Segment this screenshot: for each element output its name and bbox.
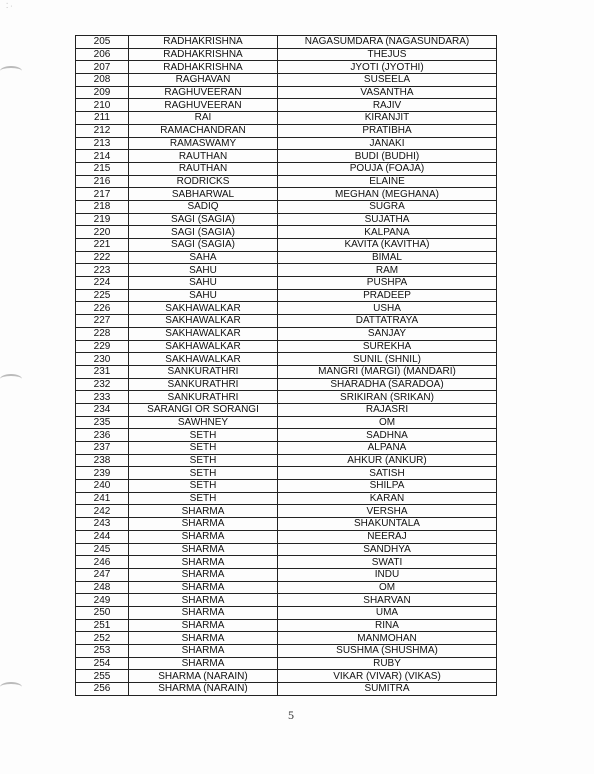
table-row — [76, 239, 497, 252]
table-row — [76, 429, 497, 442]
given-name-cell: VASANTHA — [278, 86, 497, 99]
given-name-cell: AHKUR (ANKUR) — [278, 454, 497, 467]
row-number-cell: 210 — [76, 99, 129, 112]
row-number-cell: 238 — [76, 454, 129, 467]
given-name-cell: SRIKIRAN (SRIKAN) — [278, 391, 497, 404]
surname-cell: SHARMA — [129, 568, 278, 581]
given-name-cell: OM — [278, 416, 497, 429]
surname-cell: SARANGI OR SORANGI — [129, 403, 278, 416]
table-row — [76, 378, 497, 391]
punch-hole-mark — [0, 374, 22, 384]
row-number-cell: 205 — [76, 36, 129, 49]
row-number-cell: 235 — [76, 416, 129, 429]
given-name-cell: KIRANJIT — [278, 112, 497, 125]
row-number-cell: 219 — [76, 213, 129, 226]
table-row — [76, 391, 497, 404]
table-row — [76, 188, 497, 201]
given-name-cell: SHARVAN — [278, 594, 497, 607]
table-row — [76, 251, 497, 264]
surname-cell: SETH — [129, 454, 278, 467]
given-name-cell: MEGHAN (MEGHANA) — [278, 188, 497, 201]
given-name-cell: VERSHA — [278, 505, 497, 518]
row-number-cell: 246 — [76, 556, 129, 569]
row-number-cell: 224 — [76, 277, 129, 290]
surname-cell: RAMACHANDRAN — [129, 124, 278, 137]
surname-cell: RADHAKRISHNA — [129, 48, 278, 61]
table-row — [76, 657, 497, 670]
table-row — [76, 200, 497, 213]
given-name-cell: USHA — [278, 302, 497, 315]
given-name-cell: RUBY — [278, 657, 497, 670]
surname-cell: SAHA — [129, 251, 278, 264]
table-row — [76, 442, 497, 455]
row-number-cell: 215 — [76, 162, 129, 175]
surname-cell: SHARMA — [129, 632, 278, 645]
given-name-cell: SUMITRA — [278, 683, 497, 696]
punch-hole-mark — [0, 682, 22, 692]
row-number-cell: 228 — [76, 327, 129, 340]
table-row — [76, 403, 497, 416]
given-name-cell: RAJIV — [278, 99, 497, 112]
table-row — [76, 327, 497, 340]
given-name-cell: JYOTI (JYOTHI) — [278, 61, 497, 74]
surname-cell: SADIQ — [129, 200, 278, 213]
table-row — [76, 581, 497, 594]
row-number-cell: 240 — [76, 480, 129, 493]
given-name-cell: JANAKI — [278, 137, 497, 150]
surname-cell: SETH — [129, 429, 278, 442]
roster-table — [75, 35, 497, 696]
given-name-cell: SHARADHA (SARADOA) — [278, 378, 497, 391]
given-name-cell: SUSHMA (SHUSHMA) — [278, 645, 497, 658]
surname-cell: RAI — [129, 112, 278, 125]
given-name-cell: SUGRA — [278, 200, 497, 213]
surname-cell: SAKHAWALKAR — [129, 340, 278, 353]
given-name-cell: THEJUS — [278, 48, 497, 61]
surname-cell: SAHU — [129, 264, 278, 277]
surname-cell: SETH — [129, 480, 278, 493]
surname-cell: RAGHAVAN — [129, 74, 278, 87]
table-row — [76, 467, 497, 480]
row-number-cell: 252 — [76, 632, 129, 645]
surname-cell: SHARMA — [129, 581, 278, 594]
row-number-cell: 253 — [76, 645, 129, 658]
surname-cell: SAWHNEY — [129, 416, 278, 429]
row-number-cell: 241 — [76, 492, 129, 505]
surname-cell: SHARMA — [129, 530, 278, 543]
row-number-cell: 230 — [76, 353, 129, 366]
table-row — [76, 277, 497, 290]
given-name-cell: SUSEELA — [278, 74, 497, 87]
table-row — [76, 505, 497, 518]
given-name-cell: SUREKHA — [278, 340, 497, 353]
row-number-cell: 247 — [76, 568, 129, 581]
table-row — [76, 226, 497, 239]
punch-hole-mark — [0, 66, 22, 76]
surname-cell: SHARMA — [129, 556, 278, 569]
given-name-cell: PRATIBHA — [278, 124, 497, 137]
row-number-cell: 207 — [76, 61, 129, 74]
table-row — [76, 264, 497, 277]
row-number-cell: 229 — [76, 340, 129, 353]
given-name-cell: SANDHYA — [278, 543, 497, 556]
surname-cell: RADHAKRISHNA — [129, 36, 278, 49]
row-number-cell: 250 — [76, 606, 129, 619]
row-number-cell: 208 — [76, 74, 129, 87]
surname-cell: SHARMA (NARAIN) — [129, 683, 278, 696]
surname-cell: RADHAKRISHNA — [129, 61, 278, 74]
table-row — [76, 365, 497, 378]
table-row — [76, 124, 497, 137]
surname-cell: SAHU — [129, 277, 278, 290]
row-number-cell: 249 — [76, 594, 129, 607]
table-row — [76, 213, 497, 226]
table-row — [76, 492, 497, 505]
given-name-cell: RINA — [278, 619, 497, 632]
surname-cell: SHARMA — [129, 657, 278, 670]
row-number-cell: 234 — [76, 403, 129, 416]
row-number-cell: 221 — [76, 239, 129, 252]
row-number-cell: 237 — [76, 442, 129, 455]
table-row — [76, 340, 497, 353]
roster-table-body — [76, 36, 497, 696]
surname-cell: SABHARWAL — [129, 188, 278, 201]
table-row — [76, 543, 497, 556]
table-row — [76, 556, 497, 569]
table-row — [76, 530, 497, 543]
given-name-cell: UMA — [278, 606, 497, 619]
row-number-cell: 223 — [76, 264, 129, 277]
scan-artifact: ⁚ · — [6, 3, 13, 10]
table-row — [76, 568, 497, 581]
given-name-cell: PRADEEP — [278, 289, 497, 302]
row-number-cell: 211 — [76, 112, 129, 125]
row-number-cell: 251 — [76, 619, 129, 632]
row-number-cell: 225 — [76, 289, 129, 302]
table-row — [76, 645, 497, 658]
row-number-cell: 222 — [76, 251, 129, 264]
given-name-cell: SUJATHA — [278, 213, 497, 226]
surname-cell: RAUTHAN — [129, 150, 278, 163]
given-name-cell: INDU — [278, 568, 497, 581]
row-number-cell: 227 — [76, 315, 129, 328]
surname-cell: SETH — [129, 467, 278, 480]
row-number-cell: 256 — [76, 683, 129, 696]
row-number-cell: 220 — [76, 226, 129, 239]
given-name-cell: SHAKUNTALA — [278, 518, 497, 531]
given-name-cell: KARAN — [278, 492, 497, 505]
table-row — [76, 162, 497, 175]
given-name-cell: ELAINE — [278, 175, 497, 188]
row-number-cell: 226 — [76, 302, 129, 315]
row-number-cell: 213 — [76, 137, 129, 150]
surname-cell: RAMASWAMY — [129, 137, 278, 150]
given-name-cell: SUNIL (SHNIL) — [278, 353, 497, 366]
given-name-cell: SADHNA — [278, 429, 497, 442]
surname-cell: RAGHUVEERAN — [129, 99, 278, 112]
row-number-cell: 254 — [76, 657, 129, 670]
given-name-cell: BIMAL — [278, 251, 497, 264]
table-row — [76, 74, 497, 87]
table-row — [76, 454, 497, 467]
given-name-cell: BUDI (BUDHI) — [278, 150, 497, 163]
surname-cell: SAGI (SAGIA) — [129, 239, 278, 252]
given-name-cell: ALPANA — [278, 442, 497, 455]
given-name-cell: NAGASUMDARA (NAGASUNDARA) — [278, 36, 497, 49]
surname-cell: SHARMA — [129, 619, 278, 632]
given-name-cell: MANGRI (MARGI) (MANDARI) — [278, 365, 497, 378]
row-number-cell: 243 — [76, 518, 129, 531]
surname-cell: SAKHAWALKAR — [129, 327, 278, 340]
given-name-cell: RAM — [278, 264, 497, 277]
row-number-cell: 212 — [76, 124, 129, 137]
given-name-cell: POUJA (FOAJA) — [278, 162, 497, 175]
table-row — [76, 315, 497, 328]
row-number-cell: 217 — [76, 188, 129, 201]
surname-cell: SHARMA — [129, 594, 278, 607]
given-name-cell: SANJAY — [278, 327, 497, 340]
given-name-cell: SHILPA — [278, 480, 497, 493]
surname-cell: RODRICKS — [129, 175, 278, 188]
surname-cell: SHARMA — [129, 543, 278, 556]
table-row — [76, 150, 497, 163]
surname-cell: SAGI (SAGIA) — [129, 226, 278, 239]
row-number-cell: 231 — [76, 365, 129, 378]
table-row — [76, 606, 497, 619]
table-row — [76, 480, 497, 493]
table-row — [76, 353, 497, 366]
row-number-cell: 233 — [76, 391, 129, 404]
row-number-cell: 255 — [76, 670, 129, 683]
row-number-cell: 214 — [76, 150, 129, 163]
surname-cell: RAGHUVEERAN — [129, 86, 278, 99]
table-row — [76, 86, 497, 99]
surname-cell: SAKHAWALKAR — [129, 353, 278, 366]
surname-cell: RAUTHAN — [129, 162, 278, 175]
surname-cell: SANKURATHRI — [129, 391, 278, 404]
row-number-cell: 242 — [76, 505, 129, 518]
given-name-cell: DATTATRAYA — [278, 315, 497, 328]
table-row — [76, 416, 497, 429]
table-row — [76, 594, 497, 607]
table-row — [76, 137, 497, 150]
given-name-cell: NEERAJ — [278, 530, 497, 543]
given-name-cell: OM — [278, 581, 497, 594]
surname-cell: SAKHAWALKAR — [129, 315, 278, 328]
surname-cell: SHARMA — [129, 606, 278, 619]
table-row — [76, 289, 497, 302]
given-name-cell: KALPANA — [278, 226, 497, 239]
row-number-cell: 244 — [76, 530, 129, 543]
table-row — [76, 302, 497, 315]
surname-cell: SETH — [129, 492, 278, 505]
table-row — [76, 99, 497, 112]
surname-cell: SANKURATHRI — [129, 365, 278, 378]
table-row — [76, 670, 497, 683]
row-number-cell: 232 — [76, 378, 129, 391]
surname-cell: SHARMA — [129, 505, 278, 518]
given-name-cell: PUSHPA — [278, 277, 497, 290]
table-row — [76, 619, 497, 632]
page-number: 5 — [288, 708, 294, 722]
row-number-cell: 216 — [76, 175, 129, 188]
given-name-cell: VIKAR (VIVAR) (VIKAS) — [278, 670, 497, 683]
row-number-cell: 218 — [76, 200, 129, 213]
row-number-cell: 248 — [76, 581, 129, 594]
row-number-cell: 239 — [76, 467, 129, 480]
row-number-cell: 236 — [76, 429, 129, 442]
table-row — [76, 48, 497, 61]
surname-cell: SANKURATHRI — [129, 378, 278, 391]
given-name-cell: MANMOHAN — [278, 632, 497, 645]
table-row — [76, 61, 497, 74]
given-name-cell: KAVITA (KAVITHA) — [278, 239, 497, 252]
given-name-cell: SWATI — [278, 556, 497, 569]
surname-cell: SAGI (SAGIA) — [129, 213, 278, 226]
surname-cell: SHARMA — [129, 645, 278, 658]
row-number-cell: 245 — [76, 543, 129, 556]
surname-cell: SHARMA (NARAIN) — [129, 670, 278, 683]
table-row — [76, 36, 497, 49]
surname-cell: SAHU — [129, 289, 278, 302]
given-name-cell: RAJASRI — [278, 403, 497, 416]
table-row — [76, 175, 497, 188]
given-name-cell: SATISH — [278, 467, 497, 480]
surname-cell: SHARMA — [129, 518, 278, 531]
surname-cell: SETH — [129, 442, 278, 455]
row-number-cell: 206 — [76, 48, 129, 61]
surname-cell: SAKHAWALKAR — [129, 302, 278, 315]
table-row — [76, 112, 497, 125]
table-row — [76, 632, 497, 645]
table-row — [76, 518, 497, 531]
table-row — [76, 683, 497, 696]
row-number-cell: 209 — [76, 86, 129, 99]
